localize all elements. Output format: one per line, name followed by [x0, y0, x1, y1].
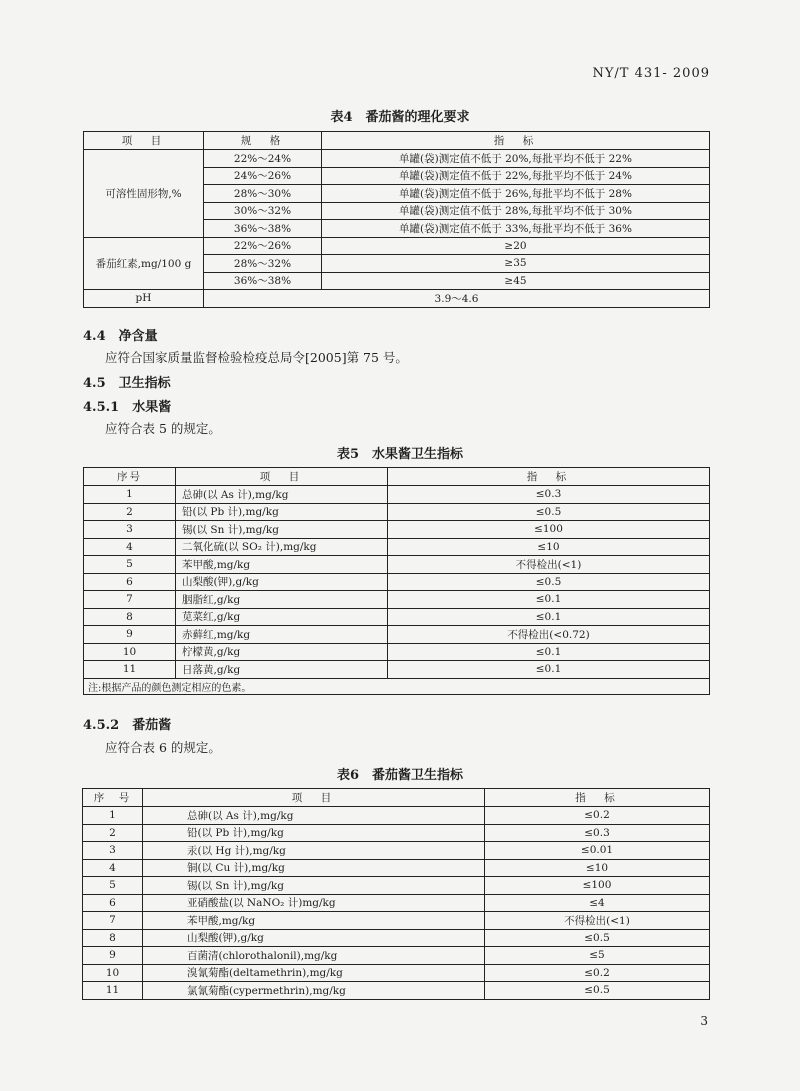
table4-physicochemical	[83, 131, 710, 308]
table-row	[84, 486, 710, 504]
row-number: 8	[84, 608, 176, 626]
row-number: 6	[83, 894, 143, 912]
page-number: 3	[700, 1014, 708, 1028]
table-row	[83, 859, 710, 877]
item-cell: 山梨酸(钾),g/kg	[176, 573, 388, 591]
spec-cell: 30%～32%	[204, 202, 322, 220]
table5-caption: 表5 水果酱卫生指标	[336, 447, 464, 462]
lycopene-label: 番茄红素,mg/100 g	[84, 237, 204, 290]
row-number: 5	[83, 877, 143, 895]
value-cell: ≤0.3	[485, 824, 710, 842]
value-cell: 不得检出(<1)	[388, 556, 710, 574]
table-row	[84, 150, 710, 168]
row-number: 10	[83, 964, 143, 982]
table5-note: 注:根据产品的颜色测定相应的色素。	[84, 678, 710, 694]
item-cell: 日落黄,g/kg	[176, 661, 388, 679]
value-cell: ≤100	[388, 521, 710, 539]
table6-tomato-paste-hygiene	[82, 788, 710, 1000]
value-cell: 单罐(袋)测定值不低于 22%,每批平均不低于 24%	[322, 167, 710, 185]
row-number: 3	[84, 521, 176, 539]
header-item: 项 目	[143, 789, 485, 807]
item-cell: 溴氰菊酯(deltamethrin),mg/kg	[143, 964, 485, 982]
table-row	[84, 290, 710, 308]
table-row	[84, 608, 710, 626]
section-4-5-2-text: 应符合表 6 的规定。	[105, 740, 221, 755]
table-row	[84, 521, 710, 539]
value-cell: ≤0.1	[388, 591, 710, 609]
item-cell: 锡(以 Sn 计),mg/kg	[176, 521, 388, 539]
table-note-row	[84, 678, 710, 694]
section-4-5-1-text: 应符合表 5 的规定。	[105, 421, 221, 436]
soluble-solids-label: 可溶性固形物,%	[84, 150, 204, 238]
table-row	[83, 842, 710, 860]
value-cell: ≤0.2	[485, 807, 710, 825]
header-item: 项 目	[176, 468, 388, 486]
spec-cell: 36%～38%	[204, 220, 322, 238]
value-cell: ≤0.5	[485, 982, 710, 1000]
table-row	[84, 538, 710, 556]
header-index: 指 标	[388, 468, 710, 486]
table-row	[83, 877, 710, 895]
value-cell: ≤0.3	[388, 486, 710, 504]
table-header-row	[84, 132, 710, 150]
table-row	[83, 894, 710, 912]
row-number: 2	[83, 824, 143, 842]
spec-cell: 28%～30%	[204, 185, 322, 203]
section-4-4-text: 应符合国家质量监督检验检疫总局令[2005]第 75 号。	[105, 350, 408, 365]
section-4-5-1-title: 4.5.1 水果酱	[83, 400, 172, 415]
item-cell: 锡(以 Sn 计),mg/kg	[143, 877, 485, 895]
header-index: 指 标	[485, 789, 710, 807]
item-cell: 柠檬黄,g/kg	[176, 643, 388, 661]
row-number: 2	[84, 503, 176, 521]
row-number: 10	[84, 643, 176, 661]
spec-cell: 22%～24%	[204, 150, 322, 168]
table6-caption: 表6 番茄酱卫生指标	[336, 768, 464, 783]
table-row	[83, 807, 710, 825]
item-cell: 铅(以 Pb 计),mg/kg	[143, 824, 485, 842]
item-cell: 苋菜红,g/kg	[176, 608, 388, 626]
value-cell: ≤4	[485, 894, 710, 912]
table-row	[84, 643, 710, 661]
table-row	[83, 964, 710, 982]
table-row	[83, 824, 710, 842]
row-number: 5	[84, 556, 176, 574]
table-header-row	[83, 789, 710, 807]
item-cell: 山梨酸(钾),g/kg	[143, 929, 485, 947]
table-row	[84, 237, 710, 255]
item-cell: 亚硝酸盐(以 NaNO₂ 计)mg/kg	[143, 894, 485, 912]
value-cell: ≤0.01	[485, 842, 710, 860]
value-cell: 单罐(袋)测定值不低于 28%,每批平均不低于 30%	[322, 202, 710, 220]
value-cell: 单罐(袋)测定值不低于 26%,每批平均不低于 28%	[322, 185, 710, 203]
item-cell: 苯甲酸,mg/kg	[176, 556, 388, 574]
table-row	[83, 929, 710, 947]
table-header-row	[84, 468, 710, 486]
header-item: 项 目	[84, 132, 204, 150]
table-row	[83, 947, 710, 965]
item-cell: 汞(以 Hg 计),mg/kg	[143, 842, 485, 860]
header-spec: 规 格	[204, 132, 322, 150]
row-number: 7	[83, 912, 143, 930]
row-number: 11	[83, 982, 143, 1000]
item-cell: 赤藓红,mg/kg	[176, 626, 388, 644]
item-cell: 百菌清(chlorothalonil),mg/kg	[143, 947, 485, 965]
table-row	[84, 626, 710, 644]
item-cell: 二氧化硫(以 SO₂ 计),mg/kg	[176, 538, 388, 556]
value-cell: ≤5	[485, 947, 710, 965]
value-cell: ≤0.2	[485, 964, 710, 982]
value-cell: ≥20	[322, 237, 710, 255]
value-cell: ≥45	[322, 272, 710, 290]
standard-code: NY/T 431- 2009	[592, 66, 710, 81]
table-row	[84, 591, 710, 609]
value-cell: 单罐(袋)测定值不低于 20%,每批平均不低于 22%	[322, 150, 710, 168]
item-cell: 总砷(以 As 计),mg/kg	[176, 486, 388, 504]
table-row	[84, 503, 710, 521]
value-cell: ≤0.5	[388, 503, 710, 521]
header-index: 指 标	[322, 132, 710, 150]
row-number: 3	[83, 842, 143, 860]
value-cell: ≤0.1	[388, 643, 710, 661]
row-number: 4	[84, 538, 176, 556]
table4-caption: 表4 番茄酱的理化要求	[330, 110, 470, 125]
spec-cell: 24%～26%	[204, 167, 322, 185]
value-cell: ≤10	[388, 538, 710, 556]
item-cell: 铅(以 Pb 计),mg/kg	[176, 503, 388, 521]
row-number: 9	[84, 626, 176, 644]
table-row	[84, 556, 710, 574]
table-row	[84, 573, 710, 591]
item-cell: 苯甲酸,mg/kg	[143, 912, 485, 930]
section-4-4-title: 4.4 净含量	[83, 329, 158, 344]
spec-cell: 36%～38%	[204, 272, 322, 290]
value-cell: 单罐(袋)测定值不低于 33%,每批平均不低于 36%	[322, 220, 710, 238]
row-number: 4	[83, 859, 143, 877]
table5-fruit-jam-hygiene	[83, 467, 710, 695]
section-4-5-2-title: 4.5.2 番茄酱	[83, 718, 172, 733]
item-cell: 氯氰菊酯(cypermethrin),mg/kg	[143, 982, 485, 1000]
item-cell: 胭脂红,g/kg	[176, 591, 388, 609]
value-cell: 不得检出(<0.72)	[388, 626, 710, 644]
value-cell: ≤100	[485, 877, 710, 895]
item-cell: 总砷(以 As 计),mg/kg	[143, 807, 485, 825]
spec-cell: 22%～26%	[204, 237, 322, 255]
row-number: 1	[83, 807, 143, 825]
value-cell: ≤0.5	[388, 573, 710, 591]
ph-value: 3.9～4.6	[204, 290, 710, 308]
table-row	[83, 982, 710, 1000]
header-no: 序号	[84, 468, 176, 486]
header-no: 序 号	[83, 789, 143, 807]
value-cell: ≤0.5	[485, 929, 710, 947]
row-number: 8	[83, 929, 143, 947]
value-cell: ≤10	[485, 859, 710, 877]
row-number: 6	[84, 573, 176, 591]
table-row	[84, 661, 710, 679]
row-number: 9	[83, 947, 143, 965]
value-cell: ≥35	[322, 255, 710, 273]
value-cell: ≤0.1	[388, 661, 710, 679]
item-cell: 铜(以 Cu 计),mg/kg	[143, 859, 485, 877]
value-cell: 不得检出(<1)	[485, 912, 710, 930]
value-cell: ≤0.1	[388, 608, 710, 626]
row-number: 11	[84, 661, 176, 679]
section-4-5-title: 4.5 卫生指标	[83, 376, 171, 391]
spec-cell: 28%～32%	[204, 255, 322, 273]
ph-label: pH	[84, 290, 204, 308]
table-row	[83, 912, 710, 930]
row-number: 1	[84, 486, 176, 504]
row-number: 7	[84, 591, 176, 609]
